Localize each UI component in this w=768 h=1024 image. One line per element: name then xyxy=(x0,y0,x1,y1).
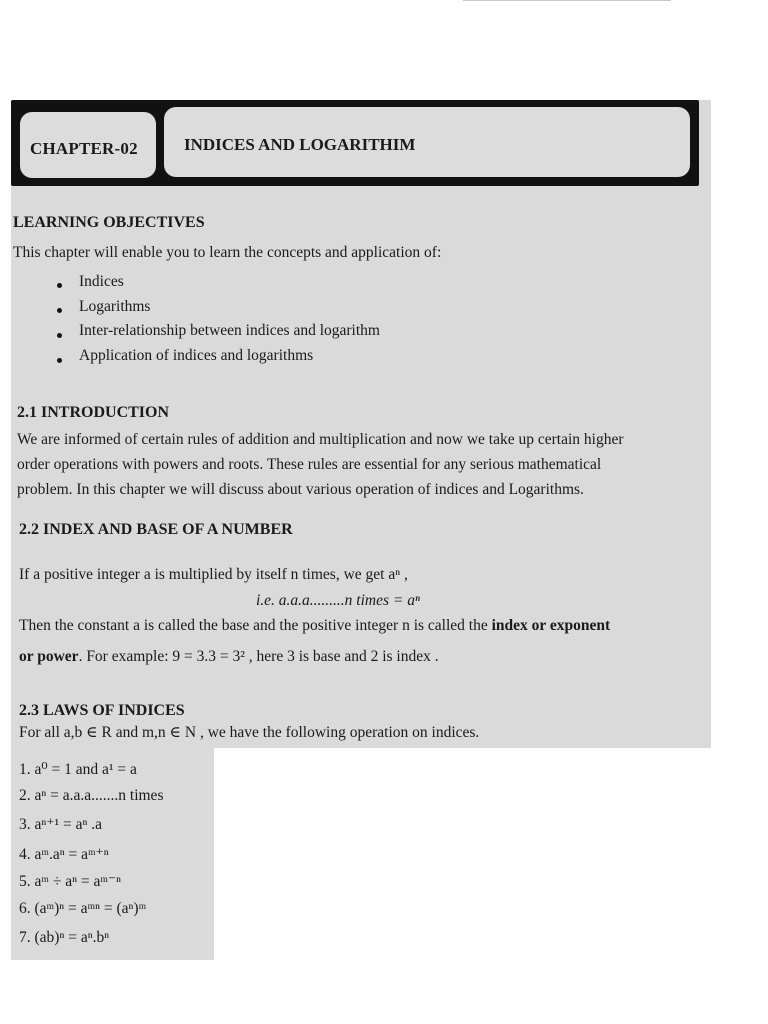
law-item: 4. aᵐ.aⁿ = aᵐ⁺ⁿ xyxy=(19,846,109,863)
law-item: 6. (aᵐ)ⁿ = aᵐⁿ = (aⁿ)ᵐ xyxy=(19,900,147,917)
laws-heading: 2.3 LAWS OF INDICES xyxy=(19,702,185,719)
introduction-line: problem. In this chapter we will discuss about various operation of indices and Logarithms. xyxy=(17,481,584,498)
objectives-heading: LEARNING OBJECTIVES xyxy=(13,214,205,231)
index-base-heading: 2.2 INDEX AND BASE OF A NUMBER xyxy=(19,521,293,538)
law-item: 1. a⁰ = 1 and a¹ = a xyxy=(19,761,137,778)
index-base-line: Then the constant a is called the base and the positive integer n is called the index or exponent xyxy=(19,617,611,634)
chapter-number: CHAPTER-02 xyxy=(30,139,138,158)
index-base-example: i.e. a.a.a.........n times = aⁿ xyxy=(256,592,420,609)
law-item: 3. aⁿ⁺¹ = aⁿ .a xyxy=(19,816,102,833)
introduction-heading: 2.1 INTRODUCTION xyxy=(17,404,170,421)
scan-edge-line xyxy=(463,0,671,1)
bullet-icon xyxy=(57,283,62,288)
objective-item: Application of indices and logarithms xyxy=(79,347,314,364)
objective-item: Indices xyxy=(79,273,124,290)
introduction-line: order operations with powers and roots. These rules are essential for any serious mathematical xyxy=(17,456,602,473)
law-item: 2. aⁿ = a.a.a.......n times xyxy=(19,787,164,804)
laws-intro: For all a,b ∈ R and m,n ∈ N , we have the following operation on indices. xyxy=(19,724,480,741)
index-base-line: or power. For example: 9 = 3.3 = 3² , here 3 is base and 2 is index . xyxy=(19,648,439,665)
objective-item: Inter-relationship between indices and logarithm xyxy=(79,322,380,339)
objectives-intro: This chapter will enable you to learn the concepts and application of: xyxy=(13,244,442,261)
chapter-title: INDICES AND LOGARITHIM xyxy=(184,135,416,154)
law-item: 5. aᵐ ÷ aⁿ = aᵐ⁻ⁿ xyxy=(19,873,121,890)
introduction-line: We are informed of certain rules of addition and multiplication and now we take up certain higher xyxy=(17,431,624,448)
bullet-icon xyxy=(57,358,62,363)
index-base-line: If a positive integer a is multiplied by itself n times, we get aⁿ , xyxy=(19,566,408,583)
bullet-icon xyxy=(57,333,62,338)
law-item: 7. (ab)ⁿ = aⁿ.bⁿ xyxy=(19,929,110,946)
bullet-icon xyxy=(57,308,62,313)
objective-item: Logarithms xyxy=(79,298,151,315)
